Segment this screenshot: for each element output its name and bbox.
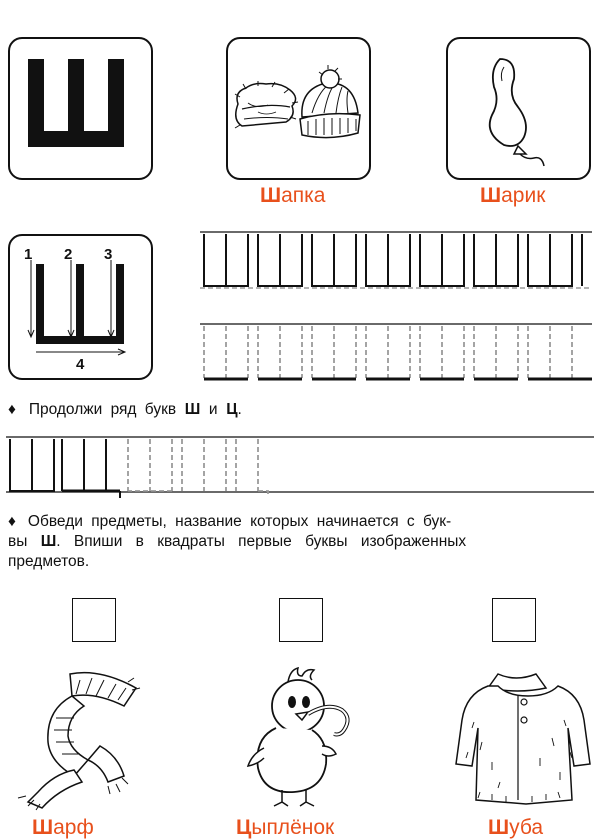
caption-shuba [488,816,543,840]
stroke-number-3: 3 [104,246,113,263]
caption-sharik [480,184,545,208]
caption-first-letter: Ш [260,184,282,207]
task1-text: Продолжи ряд букв [28,401,177,418]
caption-rest: арик [501,184,546,207]
task2-line3: предметов. [8,553,90,570]
caption-first-letter: Ш [480,184,502,207]
task1-writing-row[interactable] [0,430,600,502]
letter-card [8,37,153,180]
caption-sharf [32,816,94,840]
picture-card-balloon [446,37,591,180]
task2-line1 [8,512,592,532]
task2-letter: Ш [40,533,57,550]
letter-sha-glyph [10,39,150,177]
scarf-icon[interactable] [10,662,150,812]
caption-rest: ыплёнок [251,816,335,839]
caption-shapka [260,184,326,208]
caption-first-letter: Ш [32,816,54,839]
caption-rest: апка [281,184,326,207]
task2-line1-text: Обведи предметы, название которых начинается с бук- [27,513,452,530]
task2-bullet: ♦ [8,513,16,530]
task1-instruction [8,400,242,420]
answer-box-coat[interactable] [492,598,536,642]
task1-end: . [237,401,242,418]
task1-letter-a: Ш [184,401,201,418]
task1-bullet: ♦ [8,401,16,418]
row1-letters [204,234,572,286]
answer-box-chick[interactable] [279,598,323,642]
stroke-number-4: 4 [76,356,85,373]
caption-first-letter: Ш [488,816,510,839]
answer-box-scarf[interactable] [72,598,116,642]
task2-instruction [8,512,592,572]
hats-icon [228,39,368,177]
task2-line2-rest: . Впиши в квадраты первые буквы изображенных [56,533,467,550]
stroke-number-2: 2 [64,246,73,263]
task2-line2 [8,532,592,552]
caption-first-letter: Ц [236,816,252,839]
task1-conj: и [208,401,218,418]
balloon-icon [448,39,588,177]
picture-card-hats [226,37,371,180]
row2-dotted-letters [204,326,572,378]
stroke-order-card [8,234,153,380]
caption-rest: уба [509,816,544,839]
stroke-number-1: 1 [24,246,33,263]
caption-rest: арф [53,816,94,839]
fur-coat-icon[interactable] [452,662,592,812]
practice-rows [196,226,596,386]
task1-letter-b: Ц [226,401,238,418]
caption-tsyplyonok [236,816,334,840]
chick-icon[interactable] [236,662,376,812]
task2-line2-start: вы [8,533,28,550]
